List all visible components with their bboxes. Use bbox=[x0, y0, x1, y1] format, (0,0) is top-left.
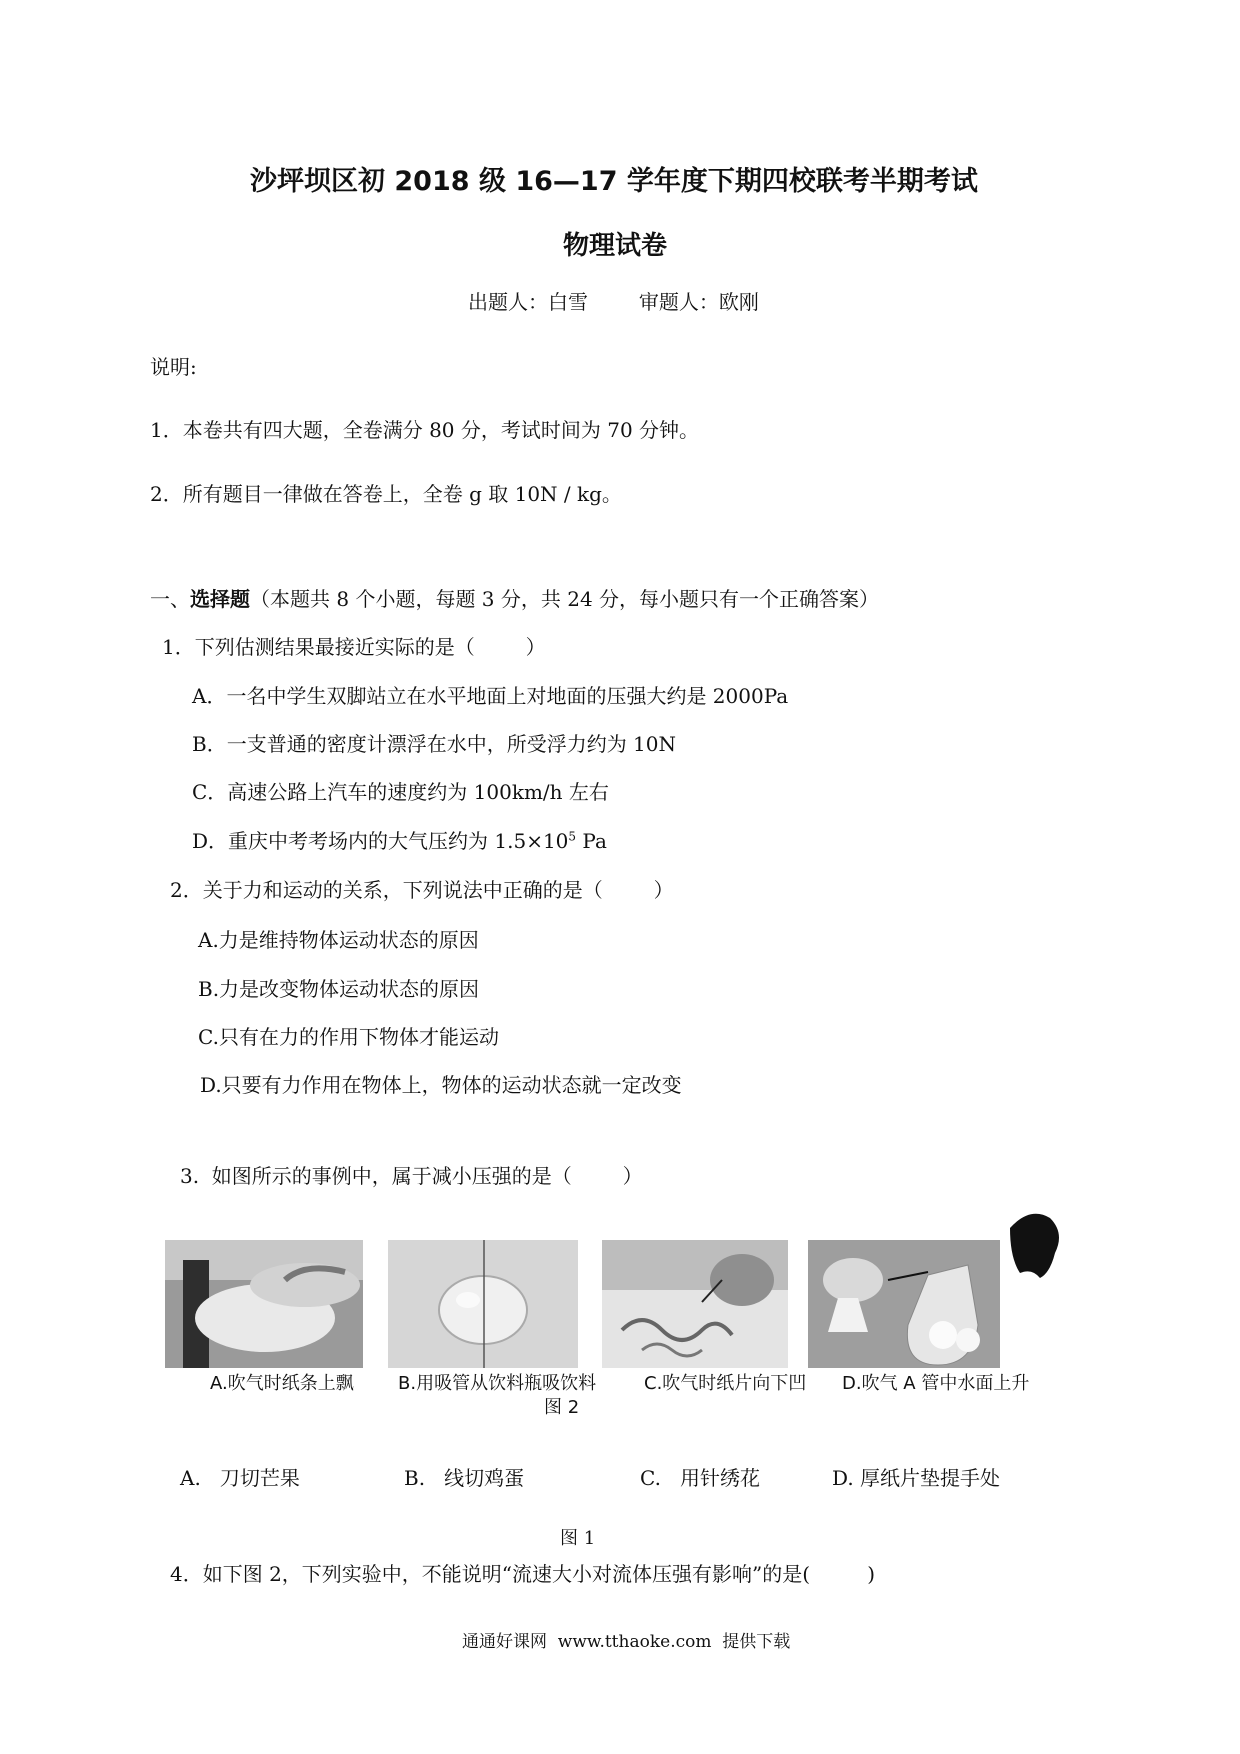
needle-embroidery-image bbox=[602, 1240, 788, 1368]
note-item: 1．本卷共有四大题，全卷满分 80 分，考试时间为 70 分钟。 bbox=[150, 418, 700, 442]
footer-text: 通通好课网 www.tthaoke.com 提供下载 bbox=[462, 1632, 791, 1652]
q1-option-b: B．一支普通的密度计漂浮在水中，所受浮力约为 10N bbox=[192, 732, 677, 756]
q1-option-c: C．高速公路上汽车的速度约为 100km/h 左右 bbox=[192, 780, 609, 804]
section-desc: （本题共 8 个小题，每题 3 分，共 24 分，每小题只有一个正确答案） bbox=[250, 587, 880, 611]
q1-option-d-text: D．重庆中考考场内的大气压约为 1.5×10 bbox=[192, 829, 569, 853]
q1-option-d-exponent: 5 bbox=[568, 829, 577, 844]
q3-option-d: D. 厚纸片垫提手处 bbox=[832, 1466, 1001, 1490]
figure-caption-c: C.吹气时纸片向下凹 bbox=[644, 1373, 807, 1394]
q4-stem: 4．如下图 2，下列实验中，不能说明“流速大小对流体压强有影响”的是( ) bbox=[170, 1562, 876, 1586]
q2-option-c: C.只有在力的作用下物体才能运动 bbox=[198, 1025, 499, 1049]
q1-option-d bbox=[192, 829, 607, 853]
figure-caption-d: D.吹气 A 管中水面上升 bbox=[842, 1373, 1030, 1394]
bag-handle-photo bbox=[808, 1240, 1000, 1368]
q2-option-b: B.力是改变物体运动状态的原因 bbox=[198, 977, 480, 1001]
figure-1-label: 图 1 bbox=[560, 1528, 596, 1549]
figure-2-label: 图 2 bbox=[544, 1397, 580, 1418]
subject-title: 物理试卷 bbox=[563, 231, 668, 261]
knife-cutting-mango-image bbox=[165, 1240, 363, 1368]
figure-caption-a: A.吹气时纸条上飘 bbox=[210, 1373, 354, 1394]
q2-option-a: A.力是维持物体运动状态的原因 bbox=[198, 928, 479, 952]
plastic-bag-handle-image bbox=[808, 1240, 1000, 1368]
section-heading bbox=[150, 587, 879, 611]
thread-cutting-egg-image bbox=[388, 1240, 578, 1368]
notes-label: 说明: bbox=[150, 355, 197, 379]
section-name: 选择题 bbox=[190, 587, 250, 611]
decorative-silhouette-icon bbox=[1000, 1208, 1060, 1283]
q3-option-b: B. 线切鸡蛋 bbox=[404, 1466, 525, 1490]
figure-caption-b: B.用吸管从饮料瓶吸饮料 bbox=[398, 1373, 597, 1394]
q1-option-d-unit: Pa bbox=[576, 829, 607, 853]
exam-title: 沙坪坝区初 2018 级 16—17 学年度下期四校联考半期考试 bbox=[250, 166, 978, 197]
q1-option-a: A．一名中学生双脚站立在水平地面上对地面的压强大约是 2000Pa bbox=[192, 684, 789, 708]
q3-option-c: C. 用针绣花 bbox=[640, 1466, 761, 1490]
q2-stem: 2．关于力和运动的关系，下列说法中正确的是（ ） bbox=[170, 878, 674, 902]
q1-stem: 1．下列估测结果最接近实际的是（ ） bbox=[162, 635, 546, 659]
section-prefix: 一、 bbox=[150, 587, 190, 611]
q3-option-a: A. 刀切芒果 bbox=[180, 1466, 300, 1490]
needle-embroidery-photo bbox=[602, 1240, 788, 1368]
mango-knife-photo bbox=[165, 1240, 363, 1368]
q2-option-d: D.只要有力作用在物体上，物体的运动状态就一定改变 bbox=[200, 1073, 682, 1097]
q3-stem: 3. 如图所示的事例中，属于减小压强的是（ ） bbox=[180, 1164, 643, 1188]
egg-thread-photo bbox=[388, 1240, 578, 1368]
note-item: 2．所有题目一律做在答卷上，全卷 g 取 10N / kg。 bbox=[150, 482, 622, 506]
authors-line: 出题人：白雪 审题人：欧刚 bbox=[468, 290, 759, 314]
